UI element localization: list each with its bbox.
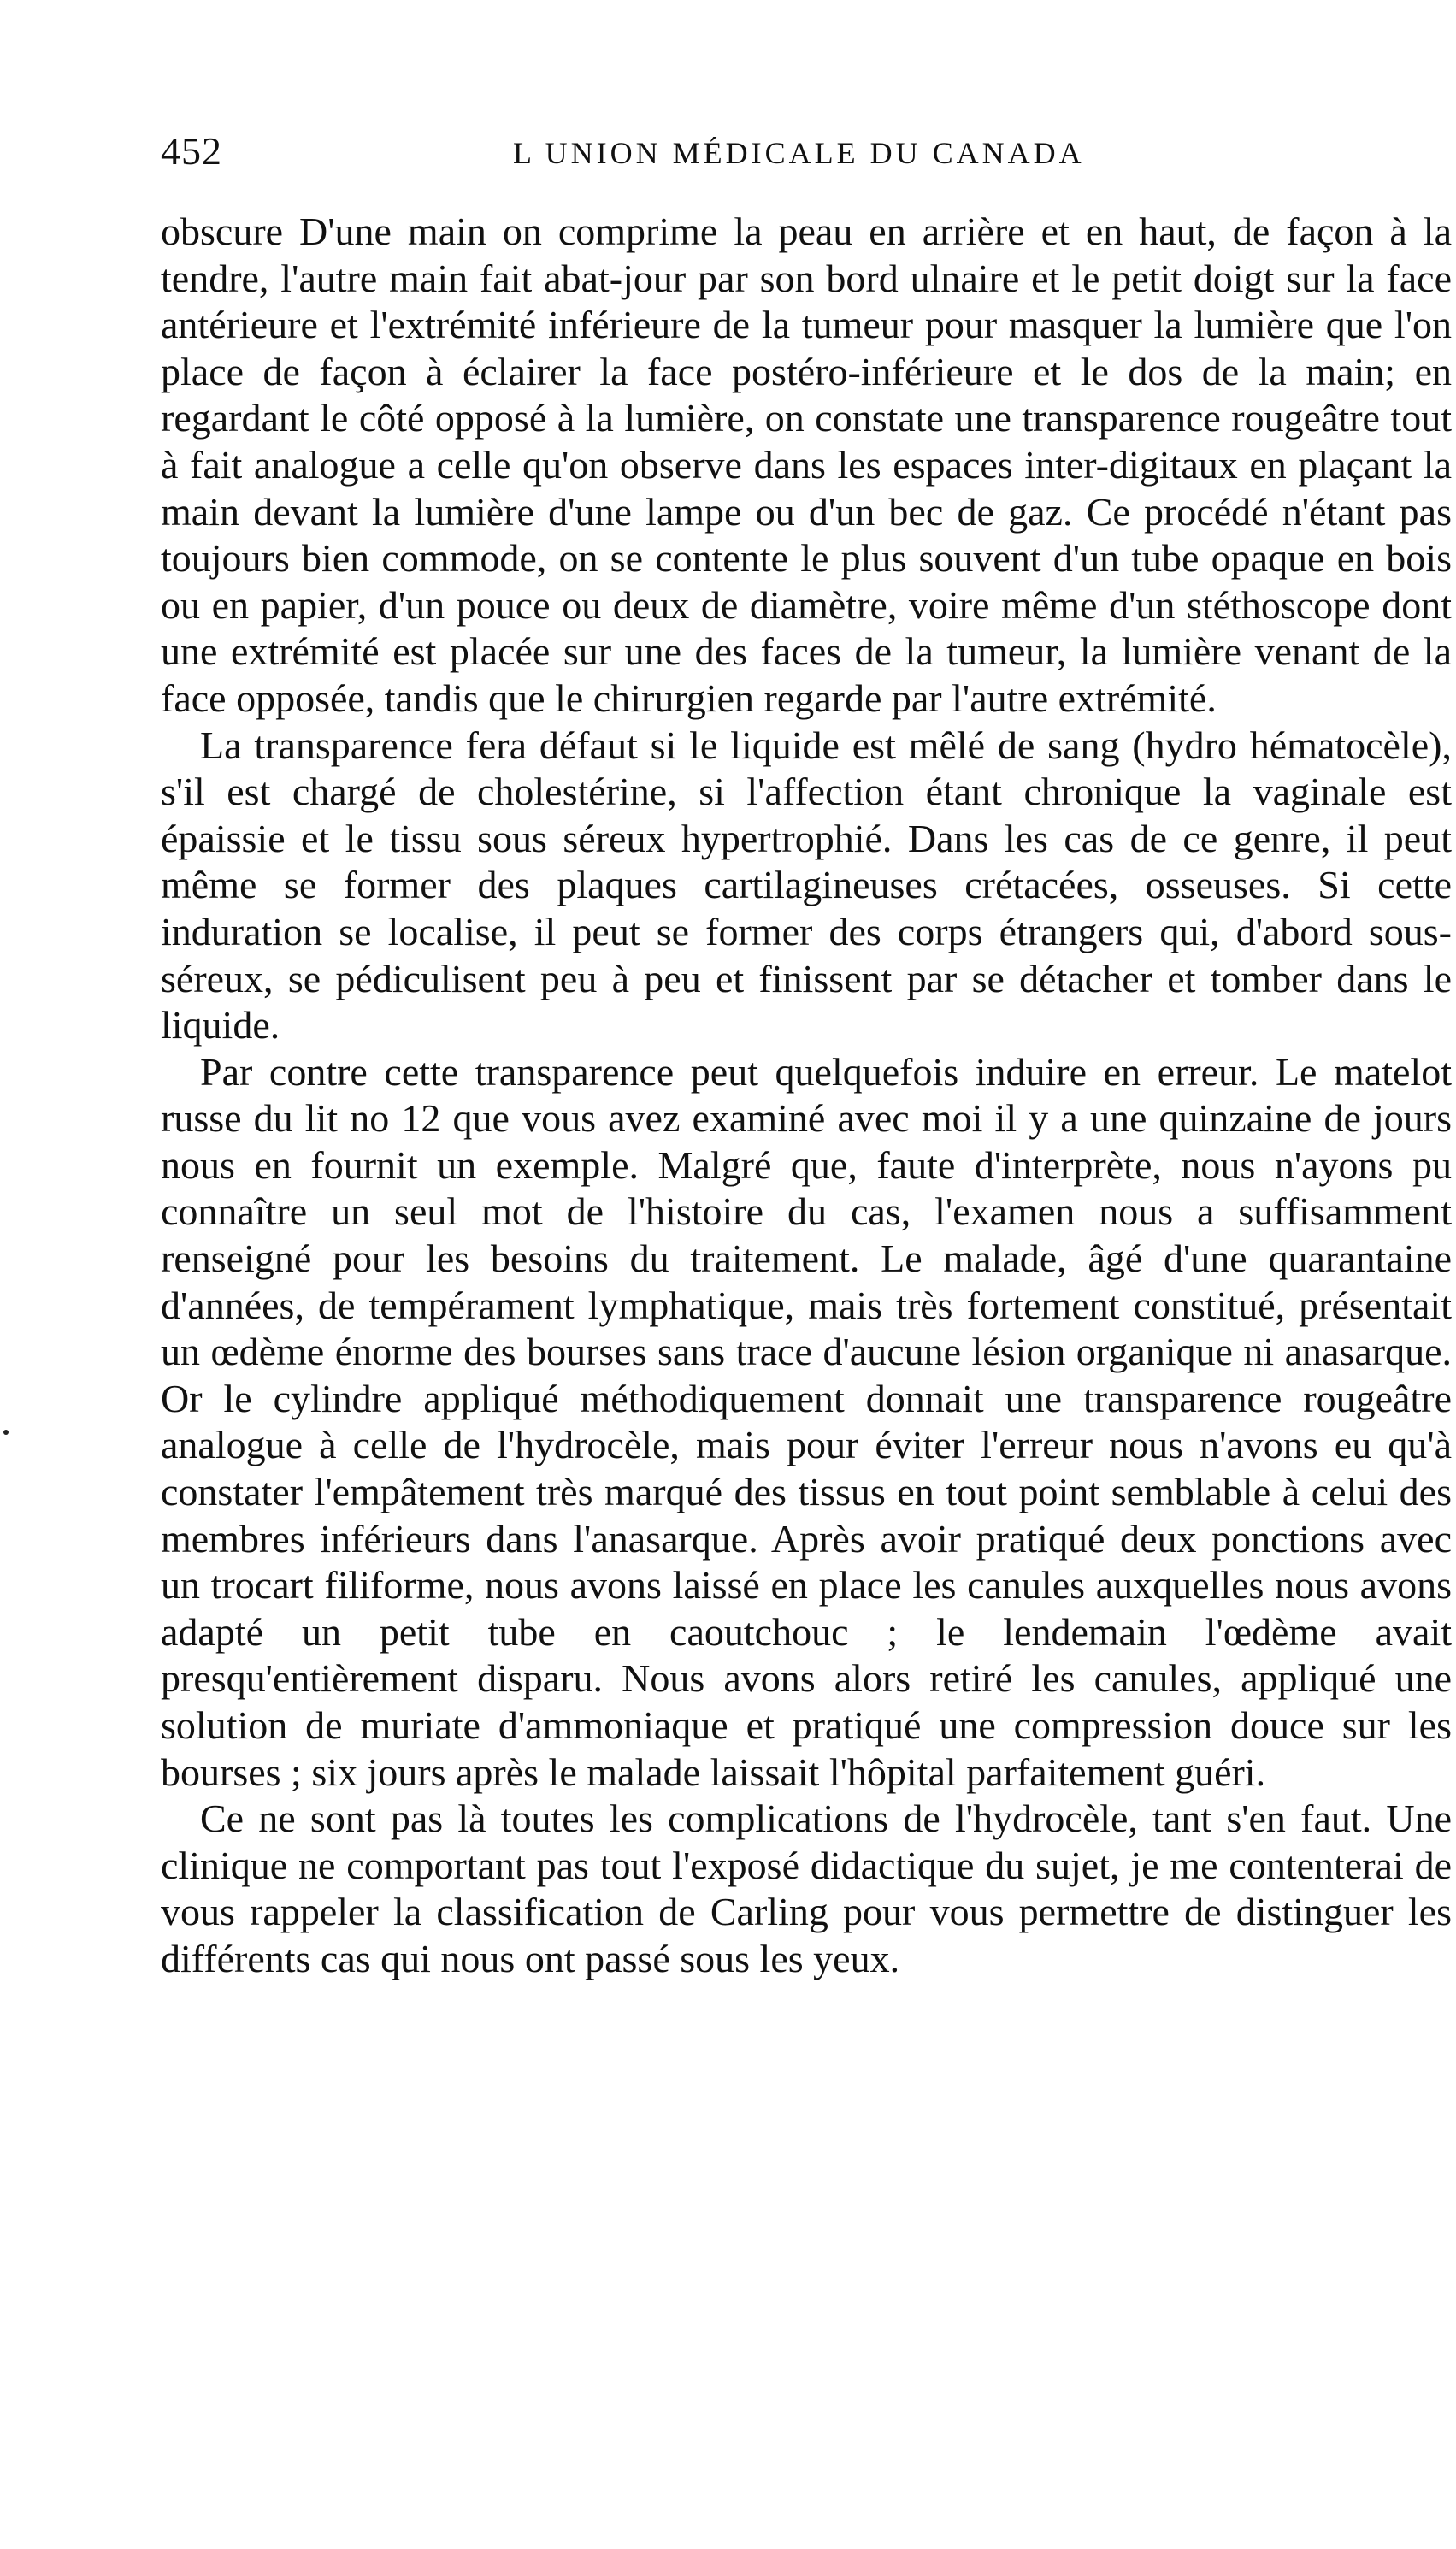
- page-number: 452: [161, 129, 222, 173]
- journal-title: L UNION MÉDICALE DU CANADA: [513, 136, 1085, 170]
- paragraph-3: Par contre cette transparence peut quelquefois induire en erreur. Le matelot russe du lit no 12 que vous avez examiné avec moi il y a une quinzaine de jours nous en fournit un exemple. Malgré que, faute d'interprète, nous n'ayons pu connaître un seul mot de l'histoire du cas, l'examen nous a suffisamment renseigné pour les besoins du traitement. Le malade, âgé d'une quarantaine d'années, de tempérament lymphatique, mais très fortement constitué, présentait un œdème énorme des bourses sans trace d'aucune lésion organique ni anasarque. Or le cylindre appliqué méthodiquement donnait une transparence rougeâtre analogue à celle de l'hydrocèle, mais pour éviter l'erreur nous n'avons eu qu'à constater l'empâtement très marqué des tissus en tout point semblable à celui des membres inférieurs dans l'anasarque. Après avoir pratiqué deux ponctions avec un trocart filiforme, nous avons laissé en place les canules auxquelles nous avons adapté un petit tube en caoutchouc ; le lendemain l'œdème avait presqu'entièrement disparu. Nous avons alors retiré les canules, appliqué une solution de muriate d'ammoniaque et pratiqué une compression douce sur les bourses ; six jours après le malade laissait l'hôpital parfaitement guéri.: [161, 1049, 1452, 1794]
- body-text: [161, 209, 1452, 1983]
- margin-dot: [3, 1430, 9, 1435]
- paragraph-2: La transparence fera défaut si le liquide est mêlé de sang (hydro hématocèle), s'il est chargé de cholestérine, si l'affection étant chronique la vaginale est épaissie et le tissu sous séreux hypertrophié. Dans les cas de ce genre, il peut même se former des plaques cartilagineuses crétacées, osseuses. Si cette induration se localise, il peut se former des corps étrangers qui, d'abord sous-séreux, se pédiculisent peu à peu et finissent par se détacher et tomber dans le liquide.: [161, 723, 1452, 1047]
- paragraph-1: obscure D'une main on comprime la peau en arrière et en haut, de façon à la tendre, l'autre main fait abat-jour par son bord ulnaire et le petit doigt sur la face antérieure et l'extrémité inférieure de la tumeur pour masquer la lumière que l'on place de façon à éclairer la face postéro-inférieure et le dos de la main; en regardant le côté opposé à la lumière, on constate une transparence rougeâtre tout à fait analogue a celle qu'on observe dans les espaces inter-digitaux en plaçant la main devant la lumière d'une lampe ou d'un bec de gaz. Ce procédé n'étant pas toujours bien commode, on se contente le plus souvent d'un tube opaque en bois ou en papier, d'un pouce ou deux de diamètre, voire même d'un stéthoscope dont une extrémité est placée sur une des faces de la tumeur, la lumière venant de la face opposée, tandis que le chirurgien regarde par l'autre extrémité.: [161, 209, 1452, 720]
- paragraph-4: Ce ne sont pas là toutes les complications de l'hydrocèle, tant s'en faut. Une clinique ne comportant pas tout l'exposé didactique du sujet, je me contenterai de vous rappeler la classification de Carling pour vous permettre de distinguer les différents cas qui nous ont passé sous les yeux.: [161, 1797, 1452, 1980]
- running-header: [161, 128, 1447, 180]
